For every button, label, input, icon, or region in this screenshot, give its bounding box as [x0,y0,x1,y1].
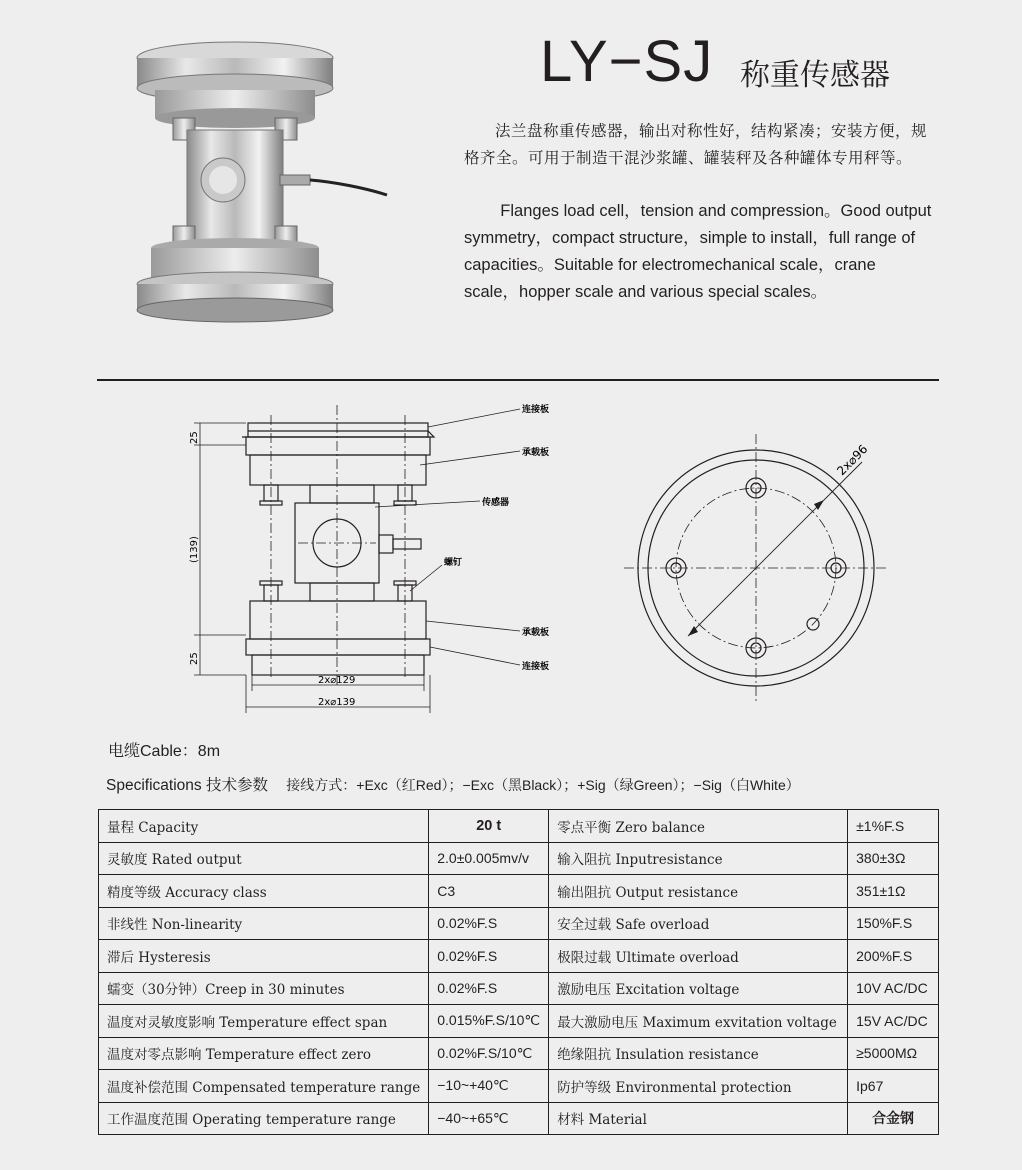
label-bearing-plate-top: 承载板 [522,448,550,458]
dim-bolt-circle: 2x⌀96 [834,441,871,479]
spec-value: 15V AC/DC [848,1005,939,1038]
spec-label: 防护等级 Environmental protection [549,1070,848,1103]
description-english: Flanges load cell，tension and compression。Good output symmetry，compact structure，simple to install，full range of capacities。Suitable for electromechanical scale，crane scale，hopper scale and various special scales。 [464,202,932,301]
spec-label: 灵敏度 Rated output [99,842,429,875]
spec-value: −10~+40℃ [429,1070,549,1103]
table-row [99,1070,939,1103]
table-row [99,1102,939,1135]
label-connect-plate-top: 连接板 [522,405,550,415]
spec-value: 0.02%F.S/10℃ [429,1037,549,1070]
model-title: LY−SJ [540,29,714,94]
spec-label: 激励电压 Excitation voltage [549,972,848,1005]
spec-label: 输出阻抗 Output resistance [549,875,848,908]
product-photo [125,30,415,330]
spec-label: 安全过载 Safe overload [549,907,848,940]
label-bearing-plate-bottom: 承载板 [522,628,550,638]
spec-value: ≥5000MΩ [848,1037,939,1070]
top-view-drawing [620,420,910,710]
spec-label: 温度对零点影响 Temperature effect zero [99,1037,429,1070]
spec-value: C3 [429,875,549,908]
dim-bottom-height: 25 [189,652,200,665]
section-divider [97,379,939,381]
spec-label: 精度等级 Accuracy class [99,875,429,908]
spec-value: Ip67 [848,1070,939,1103]
specs-heading: Specifications 技术参数 [106,777,268,794]
label-screw: 螺钉 [444,558,463,568]
spec-label: 温度补偿范围 Compensated temperature range [99,1070,429,1103]
spec-value: 200%F.S [848,940,939,973]
spec-label: 材料 Material [549,1102,848,1135]
spec-value: 合金钢 [848,1102,939,1135]
table-row [99,810,939,843]
dim-outer-diameter: 2x⌀139 [318,697,356,708]
spec-value: 150%F.S [848,907,939,940]
cable-length: 电缆Cable：8m [108,743,221,760]
side-view-drawing [180,395,580,725]
spec-label: 蠕变（30分钟）Creep in 30 minutes [99,972,429,1005]
table-row [99,907,939,940]
table-row [99,1005,939,1038]
spec-label: 温度对灵敏度影响 Temperature effect span [99,1005,429,1038]
table-row [99,940,939,973]
spec-value: 10V AC/DC [848,972,939,1005]
spec-label: 零点平衡 Zero balance [549,810,848,843]
spec-value: ±1%F.S [848,810,939,843]
spec-value: 0.02%F.S [429,907,549,940]
dim-top-height: 25 [189,431,200,444]
description-chinese: 法兰盘称重传感器，输出对称性好，结构紧凑；安装方便，规格齐全。可用于制造干混沙浆罐、罐装秤及各种罐体专用秤等。 [464,122,928,167]
spec-value: 0.02%F.S [429,972,549,1005]
spec-label: 最大激励电压 Maximum exvitation voltage [549,1005,848,1038]
spec-value: 380±3Ω [848,842,939,875]
product-name: 称重传感器 [740,58,890,93]
wiring-info: 接线方式：+Exc（红Red）；−Exc（黑Black）；+Sig（绿Green）；−Sig（白White） [286,777,800,793]
specs-table [98,809,939,1135]
label-connect-plate-bottom: 连接板 [522,662,550,672]
dim-body-height: (139) [189,536,200,563]
table-row [99,842,939,875]
dim-inner-diameter: 2x⌀129 [318,675,356,686]
table-row [99,875,939,908]
spec-label: 输入阻抗 Inputresistance [549,842,848,875]
spec-label: 滞后 Hysteresis [99,940,429,973]
spec-value: 2.0±0.005mv/v [429,842,549,875]
spec-value: 20 t [429,810,549,843]
spec-value: 0.015%F.S/10℃ [429,1005,549,1038]
spec-label: 非线性 Non-linearity [99,907,429,940]
spec-label: 绝缘阻抗 Insulation resistance [549,1037,848,1070]
spec-label: 极限过载 Ultimate overload [549,940,848,973]
spec-label: 工作温度范围 Operating temperature range [99,1102,429,1135]
table-row [99,972,939,1005]
specs-heading-line [106,773,800,795]
table-row [99,1037,939,1070]
spec-value: 0.02%F.S [429,940,549,973]
spec-value: −40~+65℃ [429,1102,549,1135]
label-sensor: 传感器 [482,498,510,508]
spec-label: 量程 Capacity [99,810,429,843]
spec-value: 351±1Ω [848,875,939,908]
